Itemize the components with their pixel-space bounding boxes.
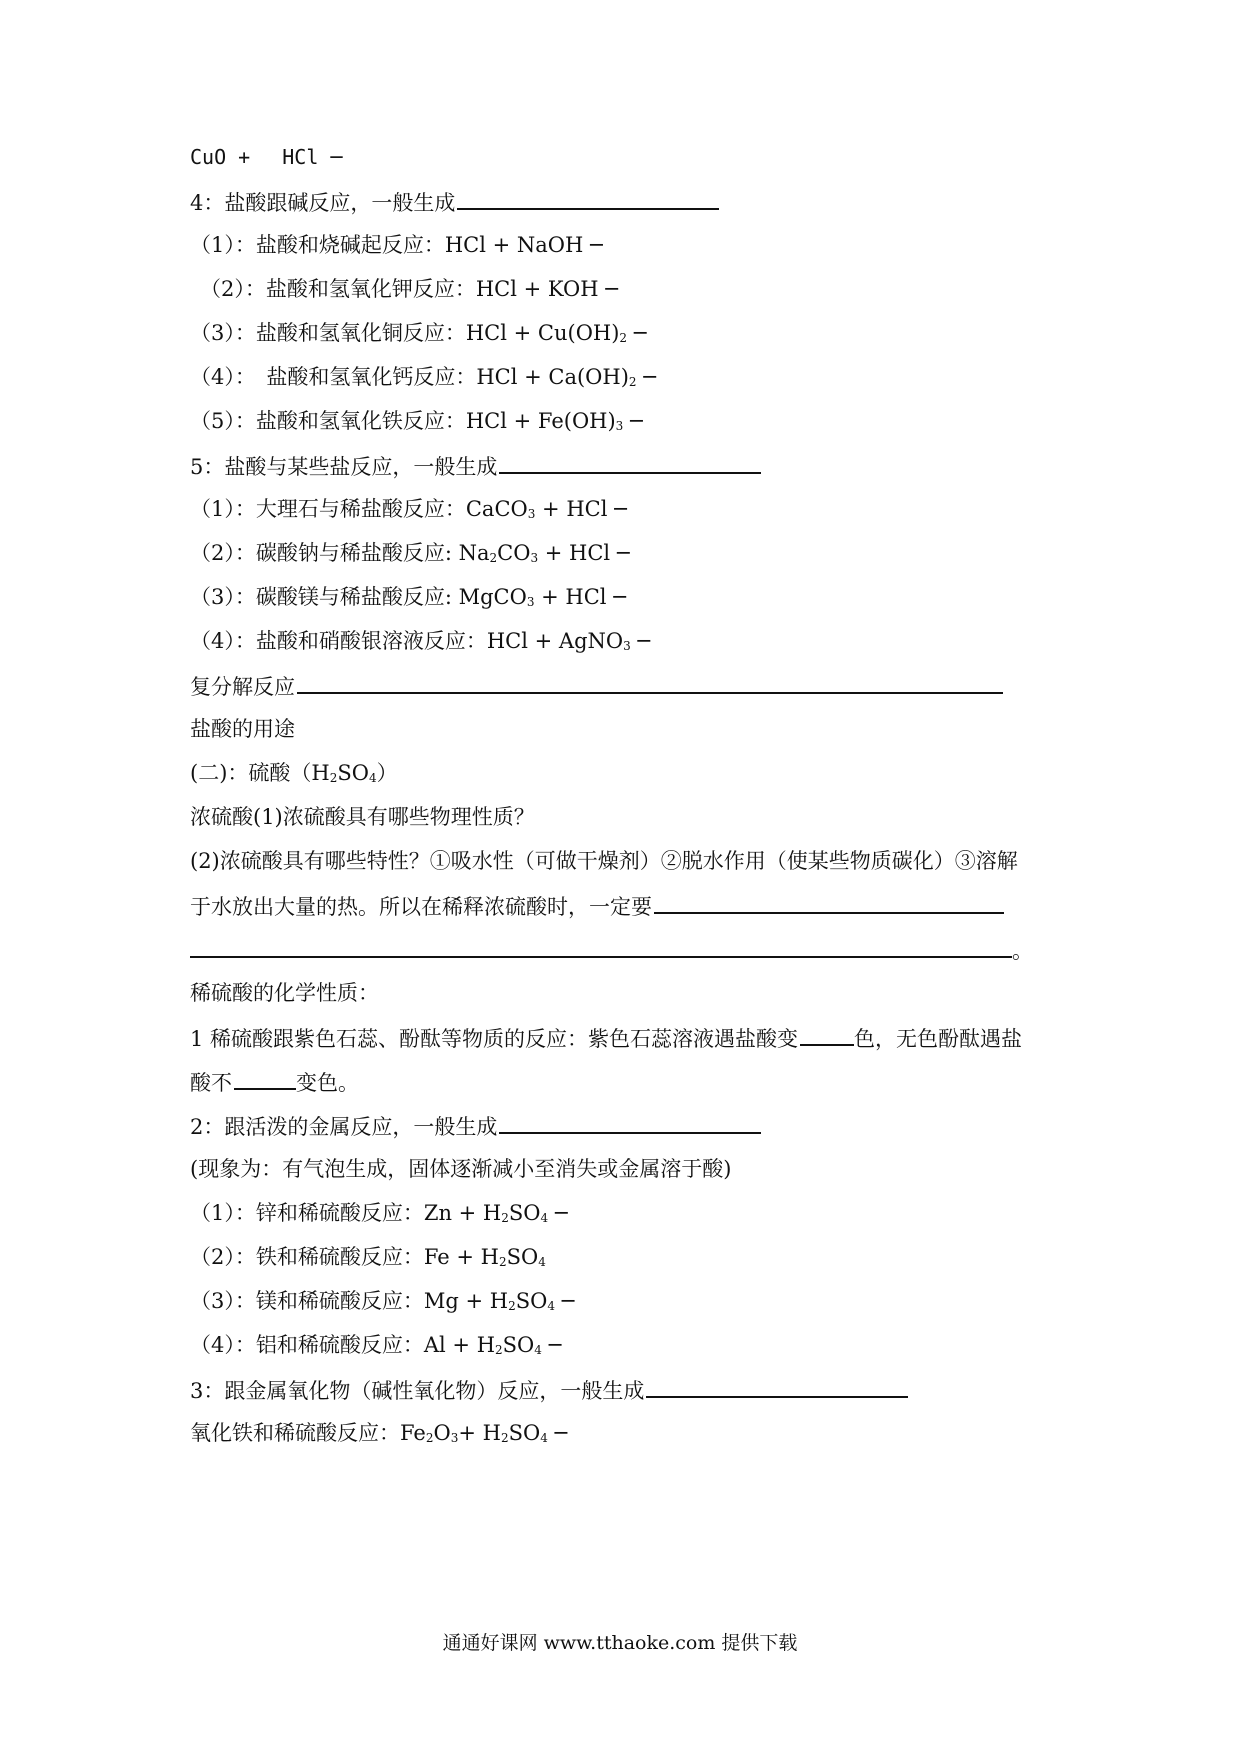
- text-line: CuO + HCl ─: [190, 145, 343, 169]
- text-line: 于水放出大量的热。所以在稀释浓硫酸时，一定要: [190, 890, 1004, 920]
- fill-blank[interactable]: [654, 890, 1004, 914]
- text-line: (2)浓硫酸具有哪些特性？①吸水性（可做干燥剂）②脱水作用（使某些物质碳化）③溶解: [190, 849, 1018, 873]
- text-line: （4）：铝和稀硫酸反应：$Al + H_2SO_4$ ─: [190, 1333, 562, 1357]
- text-line: （3）：盐酸和氢氧化铜反应：HCl + $Cu(OH)_2$ ─: [190, 321, 647, 345]
- question-4-line: 4：盐酸跟碱反应，一般生成: [190, 186, 719, 216]
- section-heading: (二)：硫酸$(H_2SO_4)$: [190, 761, 398, 785]
- text-line: (现象为：有气泡生成，固体逐渐减小至消失或金属溶于酸): [190, 1157, 732, 1181]
- text-line: 1 稀硫酸跟紫色石蕊、酚酞等物质的反应：紫色石蕊溶液遇盐酸变 色，无色酚酞遇盐: [190, 1022, 1022, 1052]
- fill-blank[interactable]: [800, 1022, 854, 1046]
- fill-blank[interactable]: [190, 934, 1012, 958]
- text-line: （5）：盐酸和氢氧化铁反应：HCl + $Fe(OH)_3$ ─: [190, 409, 643, 433]
- fill-blank[interactable]: [499, 450, 761, 474]
- text-line: 2：跟活泼的金属反应，一般生成: [190, 1110, 761, 1140]
- text-line: 氧化铁和稀硫酸反应：$Fe_2O_3+ H_2SO_4$ ─: [190, 1421, 568, 1445]
- fill-blank[interactable]: [646, 1374, 908, 1398]
- text-line: （1）：盐酸和烧碱起反应：HCl + NaOH ─: [190, 233, 603, 257]
- fill-blank[interactable]: [457, 186, 719, 210]
- text-line: （2）：铁和稀硫酸反应：$Fe + H_2SO_4$: [190, 1245, 546, 1269]
- fill-blank[interactable]: [297, 670, 1003, 694]
- text-line: （4）： 盐酸和氢氧化钙反应：HCl + $Ca(OH)_2$ ─: [190, 365, 656, 389]
- text-line: （4）：盐酸和硝酸银溶液反应：HCl + AgNO$_3$ ─: [190, 629, 651, 653]
- text-line: （2）：碳酸钠与稀盐酸反应: $Na_2CO_3$ + HCl ─: [190, 541, 630, 565]
- text-line: 。: [190, 934, 1033, 964]
- text-line: 盐酸的用途: [190, 717, 295, 741]
- question-5-line: 5：盐酸与某些盐反应，一般生成: [190, 450, 761, 480]
- double-decomposition-line: 复分解反应: [190, 670, 1003, 700]
- text-line: 稀硫酸的化学性质：: [190, 981, 379, 1005]
- text-line: （3）：碳酸镁与稀盐酸反应: MgCO$_3$ + HCl ─: [190, 585, 626, 609]
- text-line: （2）：盐酸和氢氧化钾反应：HCl + KOH ─: [200, 277, 618, 301]
- fill-blank[interactable]: [234, 1066, 296, 1090]
- text-line: （1）：锌和稀硫酸反应：$Zn + H_2SO_4$ ─: [190, 1201, 568, 1225]
- page-footer: 通通好课网 www.tthaoke.com 提供下载: [442, 1632, 798, 1654]
- fill-blank[interactable]: [499, 1110, 761, 1134]
- text-line: 酸不 变色。: [190, 1066, 359, 1096]
- text-line: 3：跟金属氧化物（碱性氧化物）反应，一般生成: [190, 1374, 908, 1404]
- text-line: （1）：大理石与稀盐酸反应：CaCO$_3$ + HCl ─: [190, 497, 627, 521]
- text-line: 浓硫酸(1)浓硫酸具有哪些物理性质？: [190, 805, 535, 829]
- text-line: （3）：镁和稀硫酸反应：$Mg + H_2SO_4$ ─: [190, 1289, 575, 1313]
